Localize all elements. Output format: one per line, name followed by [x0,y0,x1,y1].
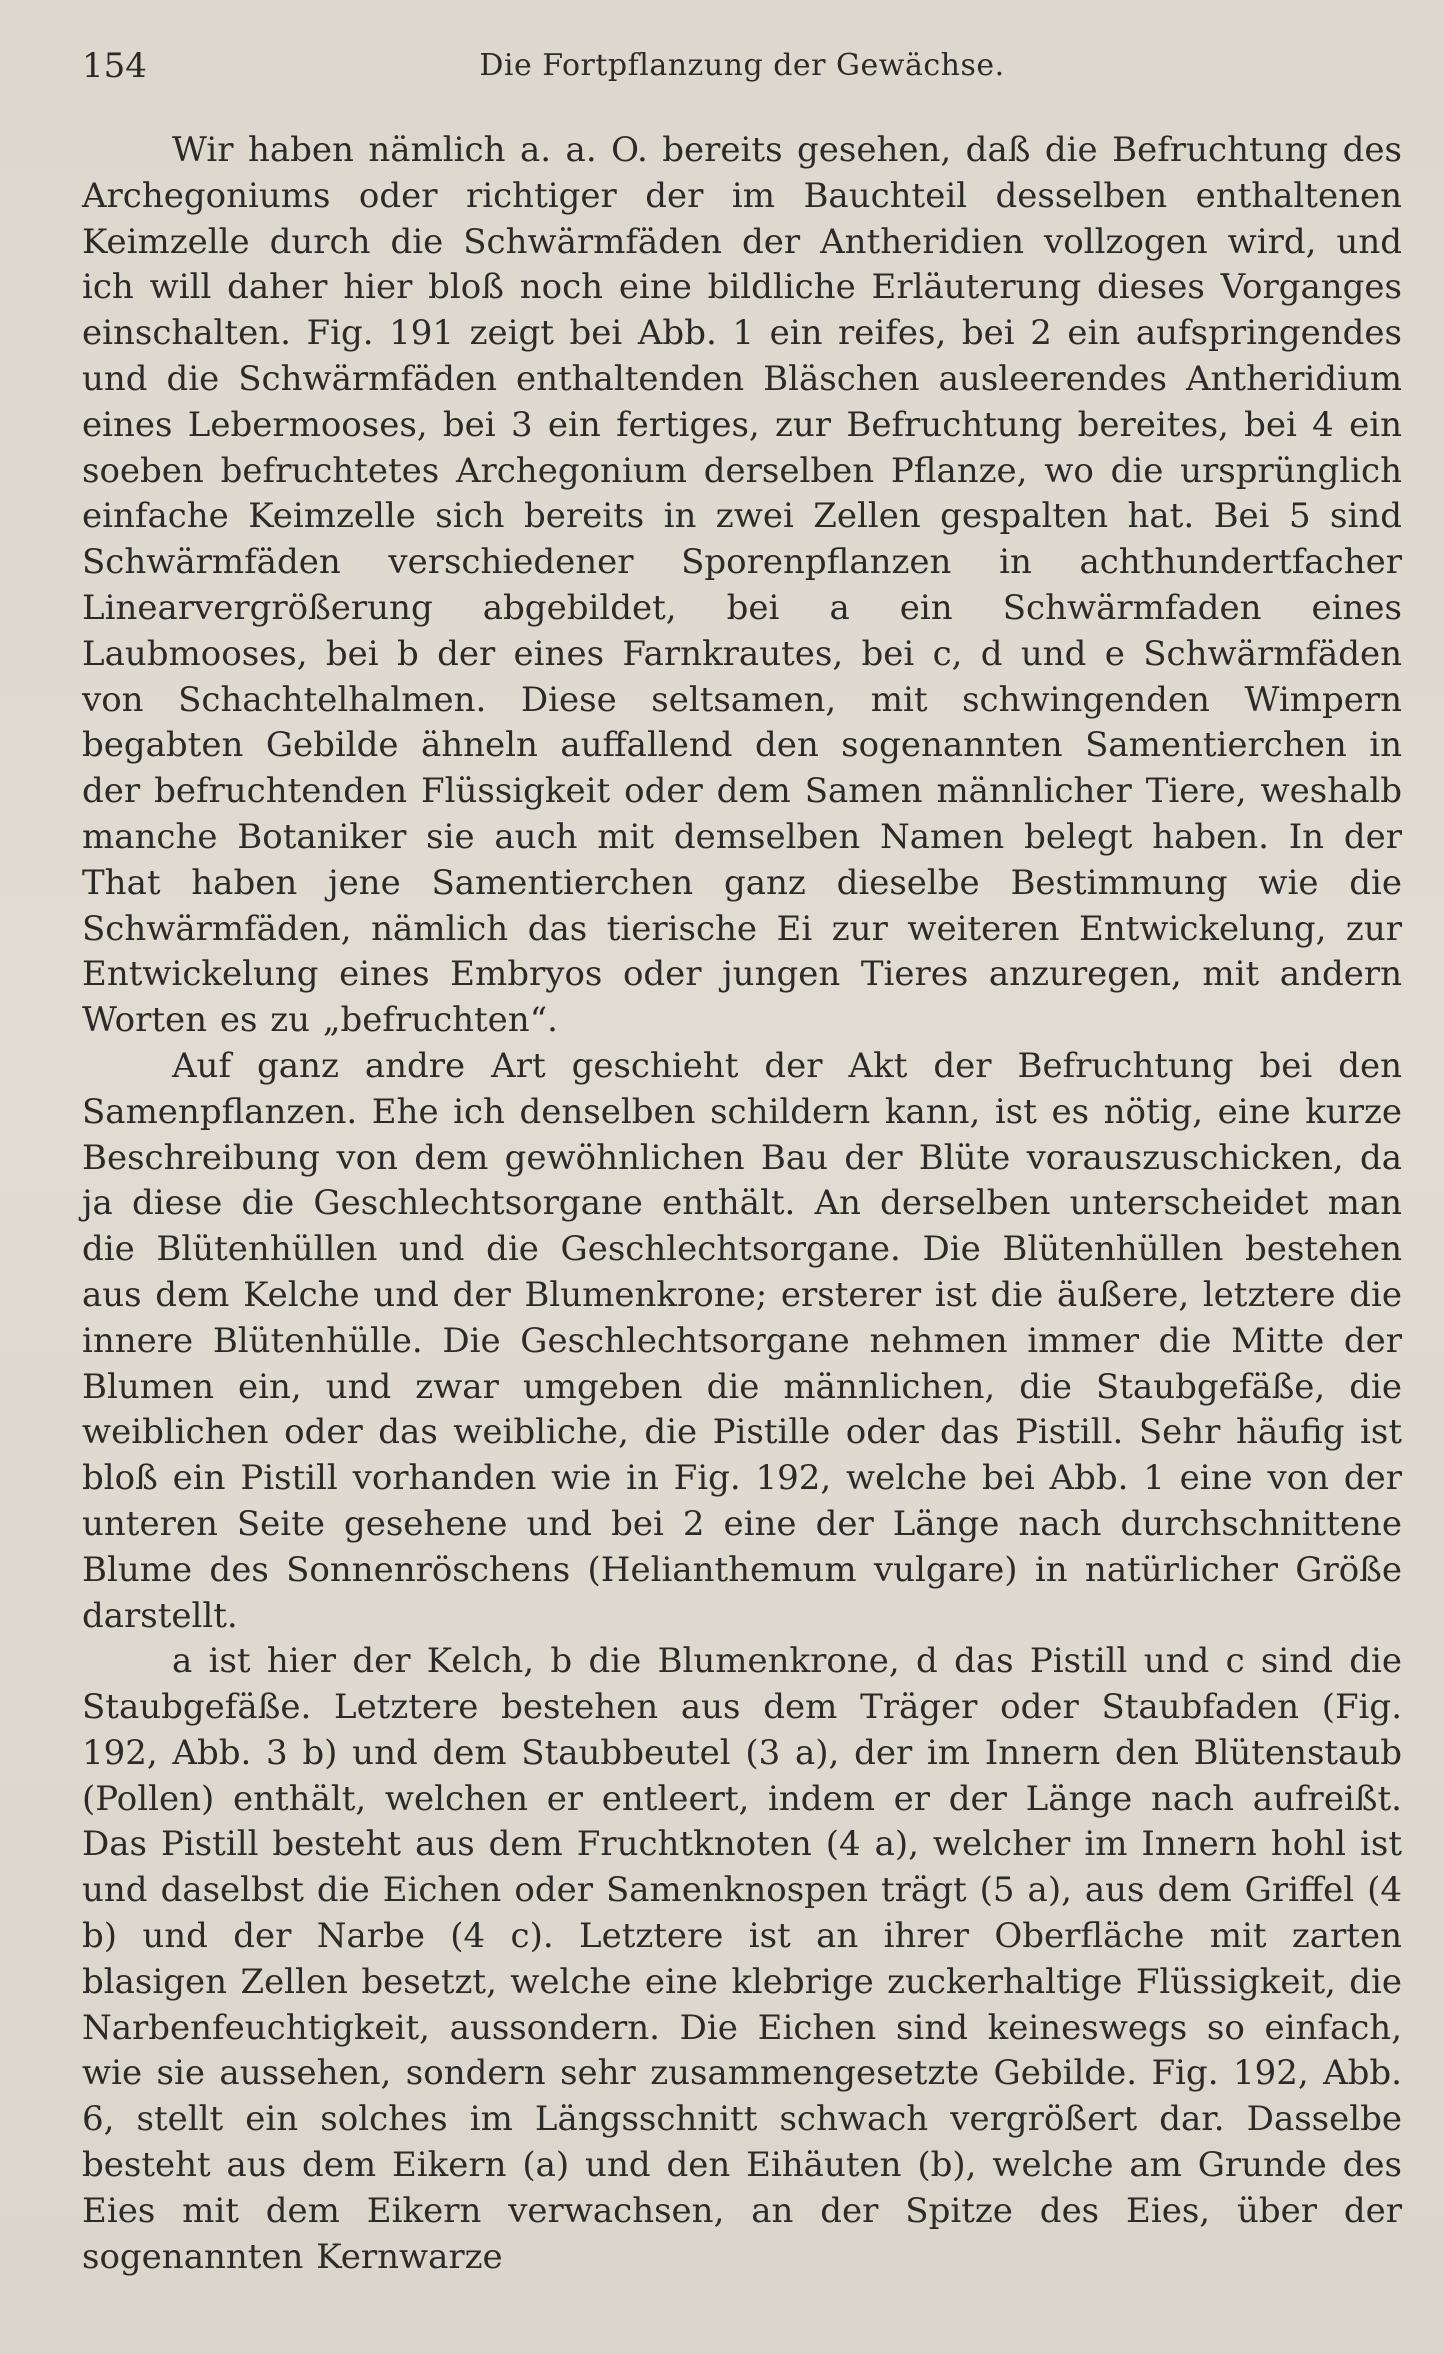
paragraph: a ist hier der Kelch, b die Blumenkrone, d das Pistill und c sind die Staubgefäße. Letztere bestehen aus dem Träger oder Staubfaden (Fig. 192, Abb. 3 b) und dem Staubbeutel (3 a), der im Innern den Blütenstaub (Pollen) enthält, welchen er entleert, indem er der Länge nach aufreißt. Das Pistill besteht aus dem Fruchtknoten (4 a), welcher im Innern hohl ist und daselbst die Eichen oder Samenknospen trägt (5 a), aus dem Griffel (4 b) und der Narbe (4 c). Letztere ist an ihrer Oberfläche mit zarten blasigen Zellen besetzt, welche eine klebrige zuckerhaltige Flüssigkeit, die Narbenfeuchtigkeit, aussondern. Die Eichen sind keineswegs so einfach, wie sie aussehen, sondern sehr zusammengesetzte Gebilde. Fig. 192, Abb. 6, stellt ein solches im Längsschnitt schwach vergrößert dar. Dasselbe besteht aus dem Eikern (a) und den Eihäuten (b), welche am Grunde des Eies mit dem Eikern verwachsen, an der Spitze des Eies, über der sogenannten Kernwarze [82,1641,1402,2277]
running-title: Die Fortpflanzung der Gewächse. [479,48,1005,83]
page-number: 154 [82,46,147,86]
paragraph: Wir haben nämlich a. a. O. bereits gesehen, daß die Befruchtung des Archegoniums oder richtiger der im Bauchteil desselben enthaltenen Keimzelle durch die Schwärmfäden der Antheridien vollzogen wird, und ich will daher hier bloß noch eine bildliche Erläuterung dieses Vorganges einschalten. Fig. 191 zeigt bei Abb. 1 ein reifes, bei 2 ein aufspringendes und die Schwärmfäden enthaltenden Bläschen ausleerendes Antheridium eines Lebermooses, bei 3 ein fertiges, zur Befruchtung bereites, bei 4 ein soeben befruchtetes Archegonium derselben Pflanze, wo die ursprünglich einfache Keimzelle sich bereits in zwei Zellen gespalten hat. Bei 5 sind Schwärmfäden verschiedener Sporenpflanzen in achthundertfacher Linearvergrößerung abgebildet, bei a ein Schwärmfaden eines Laubmooses, bei b der eines Farnkrautes, bei c, d und e Schwärmfäden von Schachtelhalmen. Diese seltsamen, mit schwingenden Wimpern begabten Gebilde ähneln auffallend den sogenannten Samentierchen in der befruchtenden Flüssigkeit oder dem Samen männlicher Tiere, weshalb manche Botaniker sie auch mit demselben Namen belegt haben. In der That haben jene Samentierchen ganz dieselbe Bestimmung wie die Schwärmfäden, nämlich das tierische Ei zur weiteren Entwickelung, zur Entwickelung eines Embryos oder jungen Tieres anzuregen, mit andern Worten es zu „befruchten“. [82,130,1402,1041]
body-text [82,128,1402,2280]
paragraph: Auf ganz andre Art geschieht der Akt der Befruchtung bei den Samenpflanzen. Ehe ich denselben schildern kann, ist es nötig, eine kurze Beschreibung von dem gewöhnlichen Bau der Blüte vorauszuschicken, da ja diese die Geschlechtsorgane enthält. An derselben unterscheidet man die Blütenhüllen und die Geschlechtsorgane. Die Blütenhüllen bestehen aus dem Kelche und der Blumenkrone; ersterer ist die äußere, letztere die innere Blütenhülle. Die Geschlechtsorgane nehmen immer die Mitte der Blumen ein, und zwar umgeben die männlichen, die Staubgefäße, die weiblichen oder das weibliche, die Pistille oder das Pistill. Sehr häufig ist bloß ein Pistill vorhanden wie in Fig. 192, welche bei Abb. 1 eine von der unteren Seite gesehene und bei 2 eine der Länge nach durchschnittene Blume des Sonnenröschens (Helianthemum vulgare) in natürlicher Größe darstellt. [82,1045,1402,1636]
page-header [82,46,1402,96]
